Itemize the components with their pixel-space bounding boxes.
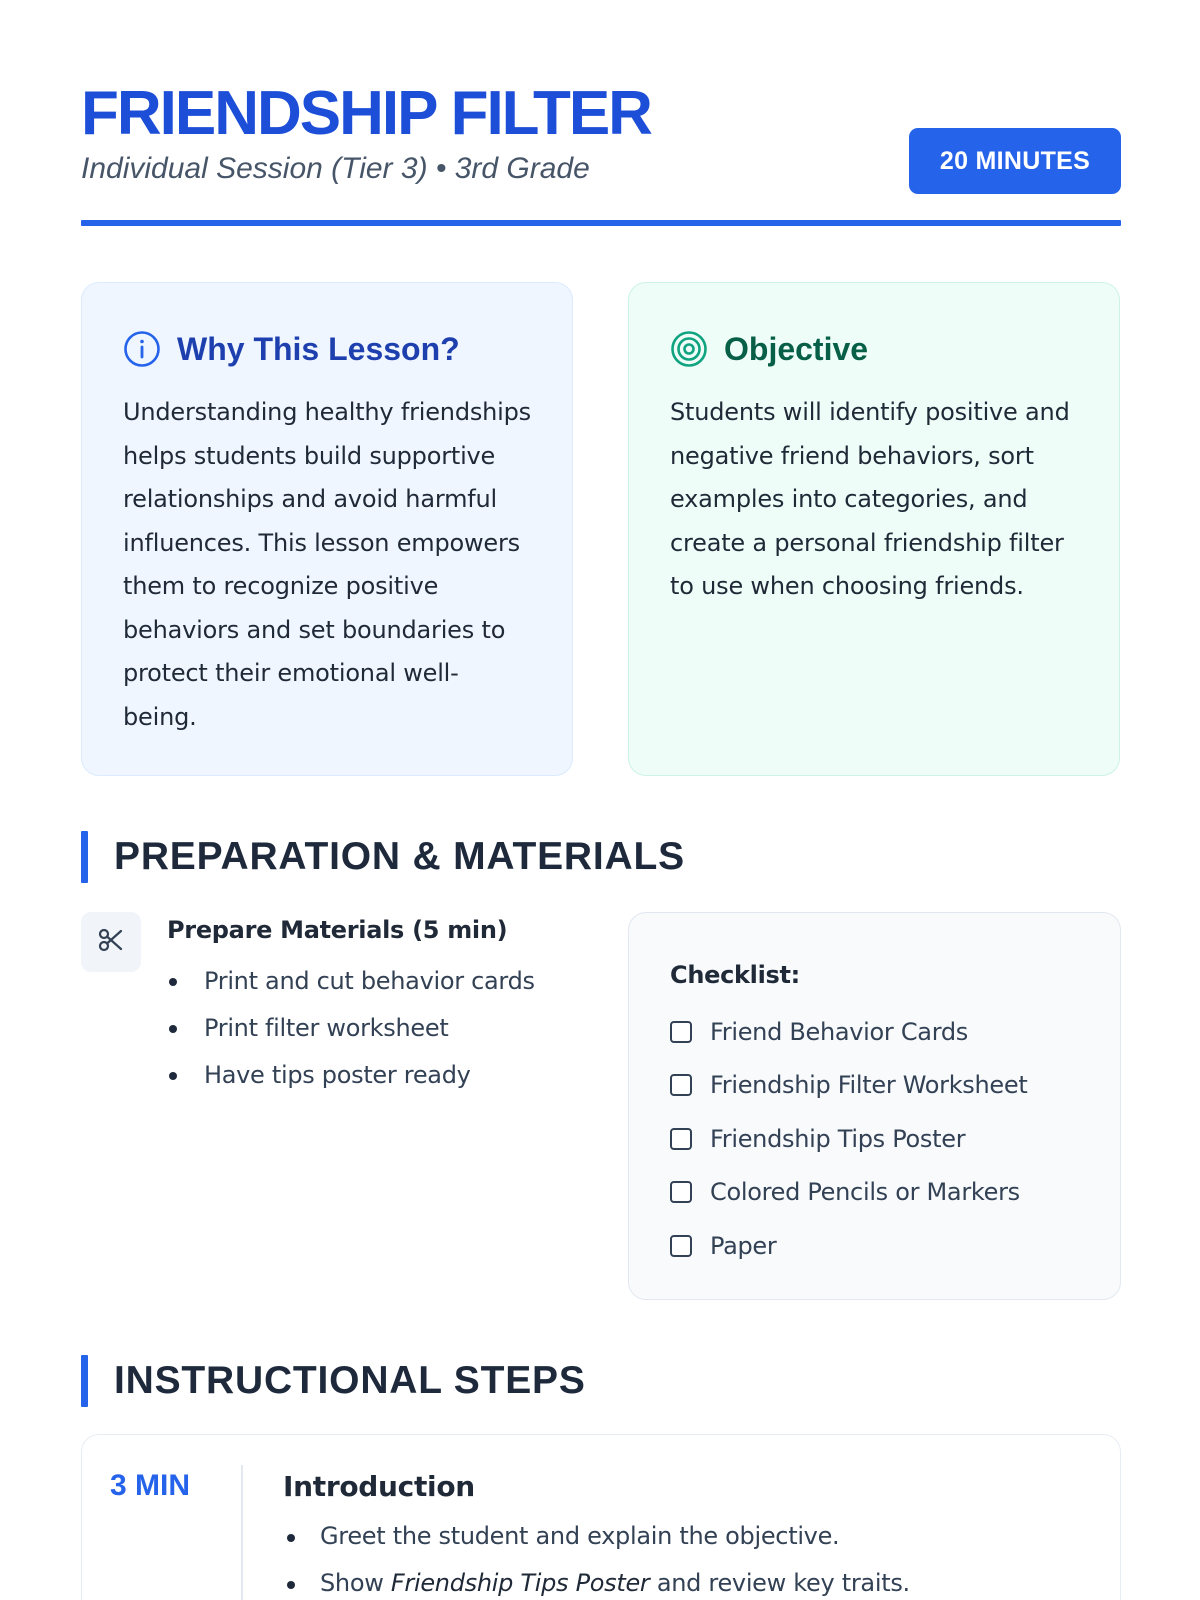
- step-duration: 3 MIN: [110, 1469, 191, 1502]
- checkbox[interactable]: [670, 1074, 692, 1096]
- step-card-introduction: [81, 1434, 1121, 1600]
- checklist-item-label: Paper: [710, 1231, 777, 1260]
- checkbox[interactable]: [670, 1181, 692, 1203]
- step-title: Introduction: [283, 1470, 475, 1503]
- info-icon: [123, 330, 161, 368]
- checkbox[interactable]: [670, 1128, 692, 1150]
- step-body: [283, 1467, 1083, 1600]
- checkbox[interactable]: [670, 1021, 692, 1043]
- objective-text: Students will identify positive and negative friend behaviors, sort examples into categories, and create a personal friendship filter to use when choosing friends.: [670, 398, 1070, 600]
- objective-header: [670, 325, 1079, 373]
- preparation-section-heading: [81, 831, 685, 883]
- prepare-materials-title: Prepare Materials (5 min): [167, 916, 508, 944]
- checklist-item[interactable]: [670, 1112, 1080, 1166]
- prepare-materials-list: [167, 958, 607, 1099]
- checklist-item[interactable]: [670, 1219, 1080, 1273]
- why-lesson-text: Understanding healthy friendships helps students build supportive relationships and avoid harmful influences. This lesson empowers them to recognize positive behaviors and set boundaries to protect their emotional well-being.: [123, 398, 531, 731]
- why-lesson-title: Why This Lesson?: [177, 330, 460, 367]
- duration-badge: 20 MINUTES: [909, 128, 1121, 194]
- materials-checklist: [628, 912, 1121, 1300]
- objective-title: Objective: [724, 330, 869, 367]
- prepare-materials-block: [167, 912, 607, 1099]
- list-item: Have tips poster ready: [167, 1052, 607, 1099]
- lesson-title: FRIENDSHIP FILTER: [81, 79, 651, 148]
- steps-section-heading: [81, 1355, 586, 1407]
- header-divider: [81, 220, 1121, 226]
- why-lesson-card: [81, 282, 573, 776]
- lesson-header: [81, 78, 1121, 228]
- scissors-icon: [96, 925, 126, 960]
- checklist-item[interactable]: [670, 1059, 1080, 1113]
- bullet-text-suffix: and review key traits.: [649, 1569, 910, 1597]
- target-icon: [670, 330, 708, 368]
- section-accent-bar: [81, 831, 88, 883]
- objective-card: [628, 282, 1120, 776]
- checklist-item-label: Friendship Tips Poster: [710, 1124, 966, 1153]
- checklist-item[interactable]: [670, 1005, 1080, 1059]
- steps-heading: INSTRUCTIONAL STEPS: [114, 1359, 586, 1402]
- poster-reference: Friendship Tips Poster: [390, 1569, 650, 1597]
- checklist-item[interactable]: [670, 1166, 1080, 1220]
- checklist-items: [670, 1005, 1080, 1273]
- why-lesson-header: [123, 325, 532, 373]
- list-item: Print and cut behavior cards: [167, 958, 607, 1005]
- checklist-item-label: Friend Behavior Cards: [710, 1017, 968, 1046]
- scissors-icon-box: [81, 912, 141, 972]
- preparation-heading: PREPARATION & MATERIALS: [114, 835, 685, 878]
- list-item: [283, 1560, 1083, 1600]
- checklist-item-label: Colored Pencils or Markers: [710, 1178, 1020, 1207]
- checklist-title: Checklist:: [670, 961, 800, 989]
- checklist-item-label: Friendship Filter Worksheet: [710, 1071, 1028, 1100]
- list-item: Greet the student and explain the objective.: [283, 1513, 1083, 1560]
- list-item: Print filter worksheet: [167, 1005, 607, 1052]
- step-divider: [241, 1465, 243, 1600]
- checkbox[interactable]: [670, 1235, 692, 1257]
- step-bullets: [283, 1513, 1083, 1600]
- section-accent-bar: [81, 1355, 88, 1407]
- bullet-text-prefix: Show: [320, 1569, 391, 1597]
- lesson-subtitle: Individual Session (Tier 3) • 3rd Grade: [81, 152, 590, 185]
